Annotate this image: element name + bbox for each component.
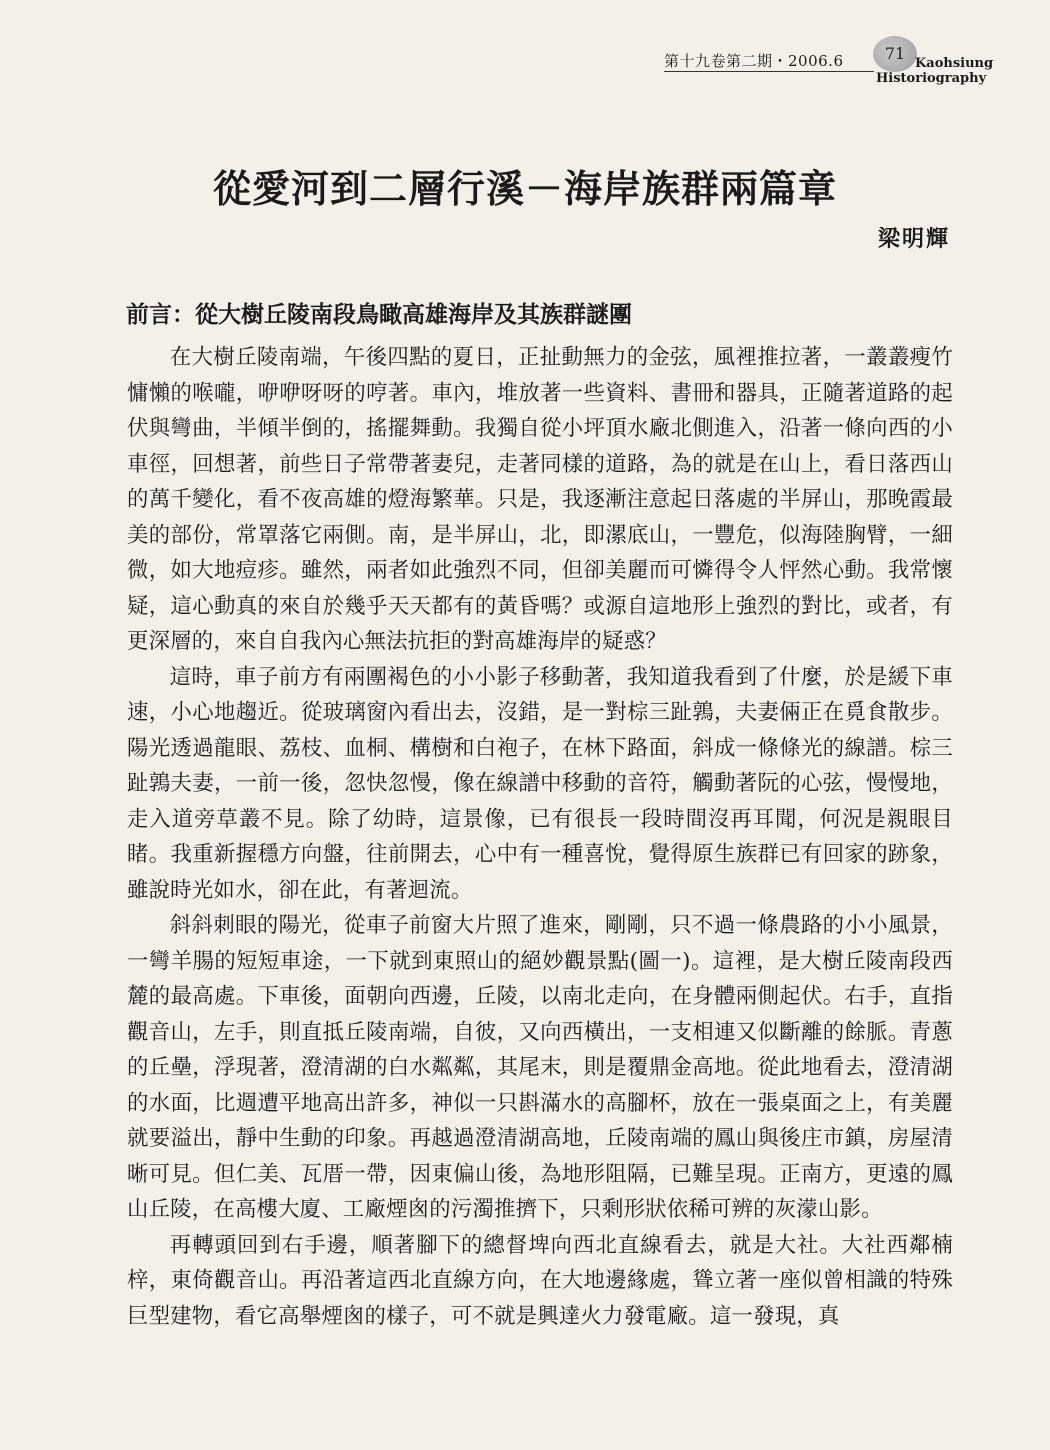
paragraph: 在大樹丘陵南端，午後四點的夏日，正扯動無力的金弦，風裡推拉著，一叢叢瘦竹慵懶的喉嚨，咿咿呀呀的哼著。車內，堆放著一些資料、書冊和器具，正隨著道路的起伏與彎曲，半傾半倒的，搖擺舞動。我獨自從小坪頂水廠北側進入，沿著一條向西的小車徑，回想著，前些日子常帶著妻兒，走著同樣的道路，為的就是在山上，看日落西山的萬千變化，看不夜高雄的燈海繁華。只是，我逐漸注意起日落處的半屏山，那晚霞最美的部份，常罩落它兩側。南，是半屏山，北，即漯底山，一豐危，似海陸胸臂，一細微，如大地痘疹。雖然，兩者如此強烈不同，但卻美麗而可憐得令人怦然心動。我常懷疑，這心動真的來自於幾乎天天都有的黃昏嗎？或源自這地形上強烈的對比，或者，有更深層的，來自自我內心無法抗拒的對高雄海岸的疑惑？ — [127, 345, 953, 654]
paragraph: 再轉頭回到右手邊，順著腳下的總督埤向西北直線看去，就是大社。大社西鄰楠梓，東倚觀音山。再沿著這西北直線方向，在大地邊緣處，聳立著一座似曾相識的特殊巨型建物，看它高舉煙囪的樣子，可不就是興達火力發電廠。這一發現，真 — [127, 1232, 953, 1329]
journal-name-line1: Kaohsiung — [915, 56, 994, 71]
page-number-badge: 71 — [873, 36, 917, 72]
header-rule — [664, 71, 874, 72]
article-title: 從愛河到二層行溪－海岸族群兩篇章 — [212, 166, 837, 211]
journal-name-line2: Historiography — [876, 71, 987, 86]
paragraph: 這時，車子前方有兩團褐色的小小影子移動著，我知道我看到了什麼，於是緩下車速，小心地趨近。從玻璃窗內看出去，沒錯，是一對棕三趾鶉，夫妻倆正在覓食散步。陽光透過龍眼、荔枝、血桐、構樹和白袍子，在林下路面，斜成一條條光的線譜。棕三趾鶉夫妻，一前一後，忽快忽慢，像在線譜中移動的音符，觸動著阮的心弦，慢慢地，走入道旁草叢不見。除了幼時，這景像，已有很長一段時間沒再耳聞，何況是親眼目睹。我重新握穩方向盤，往前開去，心中有一種喜悅，覺得原生族群已有回家的跡象，雖說時光如水，卻在此，有著迴流。 — [127, 664, 953, 903]
paragraph: 斜斜刺眼的陽光，從車子前窗大片照了進來，剛剛，只不過一條農路的小小風景，一彎羊腸的短短車途，一下就到東照山的絕妙觀景點(圖一)。這裡，是大樹丘陵南段西麓的最高處。下車後，面朝向西邊，丘陵，以南北走向，在身體兩側起伏。右手，直指觀音山，左手，則直抵丘陵南端，自彼，又向西橫出，一支相連又似斷離的餘脈。青蔥的丘壘，浮現著，澄清湖的白水粼粼，其尾末，則是覆鼎金高地。從此地看去，澄清湖的水面，比週遭平地高出許多，神似一只斟滿水的高腳杯，放在一張桌面之上，有美麗就要溢出，靜中生動的印象。再越過澄清湖高地，丘陵南端的鳳山與後庄市鎮，房屋清晰可見。但仁美、瓦厝一帶，因東偏山後，為地形阻隔，已難呈現。正南方，更遠的鳳山丘陵，在高樓大廈、工廠煙囪的污濁推擠下，只剩形狀依稀可辨的灰濛山影。 — [127, 913, 953, 1222]
article-author: 梁明輝 — [877, 226, 950, 252]
section-heading: 前言：從大樹丘陵南段鳥瞰高雄海岸及其族群謎團 — [126, 301, 632, 328]
issue-label: 第十九卷第二期・2006.6 — [664, 52, 844, 70]
article-body — [127, 340, 953, 1334]
